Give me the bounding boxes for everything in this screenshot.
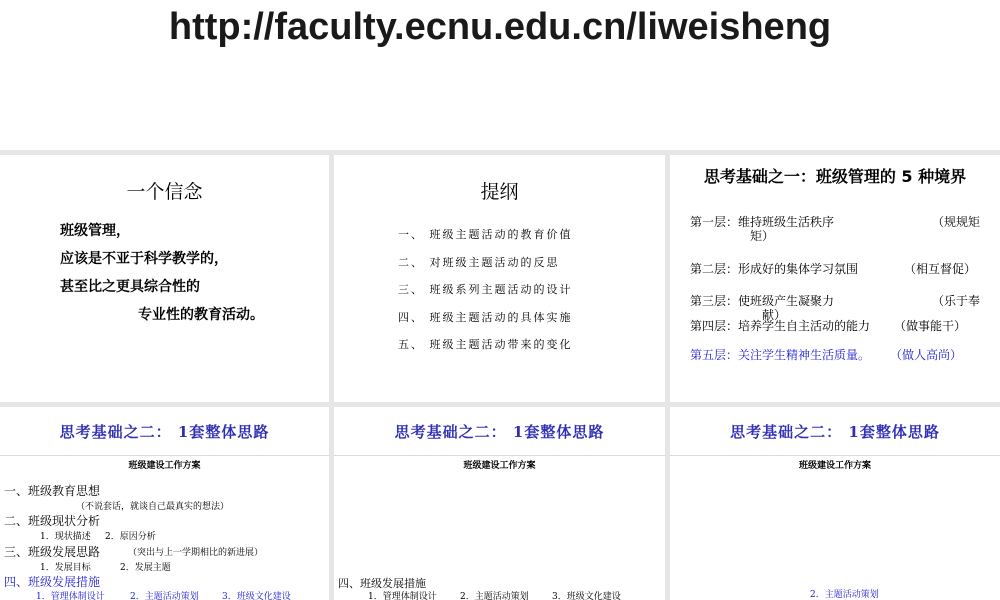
- plan-subitem: 3．班级文化建设: [222, 592, 291, 600]
- realm-level-text: 第三层：使班级产生凝聚力: [690, 294, 835, 308]
- realm-level-tag-cont: 矩）: [750, 229, 775, 243]
- realm-level-tag: （做人高尚）: [890, 348, 963, 362]
- plan-note: （突出与上一学期相比的新进展）: [128, 548, 264, 558]
- realm-level-tag-cont: 献）: [762, 308, 787, 322]
- belief-text: [60, 217, 264, 329]
- realm-level-tag: （乐于奉: [932, 294, 981, 308]
- plan-subitem: 2．主题活动策划: [810, 590, 879, 600]
- slide-belief[interactable]: [0, 155, 329, 402]
- divider: [0, 455, 329, 456]
- realm-level-text: 第二层：形成好的集体学习氛围: [690, 262, 859, 276]
- plan-heading: 四、班级发展措施: [338, 577, 426, 590]
- plan-subitem: 3．班级文化建设: [552, 592, 621, 600]
- realm-level-highlight: [690, 348, 990, 362]
- outline-item: 二、 对班级主题活动的反思: [398, 255, 560, 269]
- outline-item: 三、 班级系列主题活动的设计: [398, 283, 573, 296]
- page-url-title[interactable]: http://faculty.ecnu.edu.cn/liweisheng: [168, 6, 832, 48]
- plan-heading: 一、班级教育思想: [4, 484, 101, 498]
- slide-outline[interactable]: [334, 155, 665, 402]
- plan-heading: 三、班级发展思路: [4, 545, 101, 559]
- realm-level-tag: （做事能干）: [894, 319, 967, 333]
- realm-level: [690, 319, 990, 333]
- divider: [334, 455, 665, 456]
- slide-title: 思考基础之一：班级管理的 5 种境界: [703, 167, 967, 186]
- realm-level-text: 第四层：培养学生自主活动的能力: [690, 319, 871, 333]
- outline-item: 五、 班级主题活动带来的变化: [398, 338, 573, 351]
- outline-item: 一、 班级主题活动的教育价值: [398, 228, 573, 241]
- slide-title: 思考基础之二： 1套整体思路: [394, 423, 605, 441]
- belief-line: 专业性的教育活动。: [138, 307, 264, 323]
- plan-subitem: 1．现状描述: [40, 532, 91, 542]
- page-header: [0, 0, 1000, 150]
- realm-level-text: 第一层：维持班级生活秩序: [690, 215, 835, 229]
- realm-level-tag: （规规矩: [932, 215, 981, 229]
- plan-title: 班级建设工作方案: [128, 461, 201, 471]
- belief-line: 应该是不亚于科学教学的，: [60, 251, 228, 267]
- plan-subitem: 2．主题活动策划: [460, 592, 529, 600]
- slide-plan-2[interactable]: [334, 407, 665, 600]
- realm-level: [690, 215, 990, 243]
- slide-five-realms[interactable]: [670, 155, 1000, 402]
- divider: [670, 455, 1000, 456]
- plan-title: 班级建设工作方案: [463, 461, 536, 471]
- plan-subitem: 1．管理体制设计: [36, 592, 105, 600]
- outline-list: [398, 221, 573, 359]
- outline-item: 四、 班级主题活动的具体实施: [398, 310, 573, 324]
- plan-subitem: 2．发展主题: [120, 563, 171, 573]
- slide-title: 一个信念: [126, 181, 203, 203]
- belief-line: 班级管理，: [60, 223, 130, 239]
- realm-level: [690, 294, 990, 322]
- realm-level-tag: （相互督促）: [904, 262, 977, 276]
- plan-title: 班级建设工作方案: [798, 461, 871, 471]
- belief-line: 甚至比之更具综合性的: [60, 279, 200, 295]
- slide-title: 思考基础之二： 1套整体思路: [730, 423, 940, 441]
- realm-level-text: 第五层：关注学生精神生活质量。: [690, 348, 871, 362]
- slide-grid: [0, 150, 1000, 600]
- slide-plan-1[interactable]: [0, 407, 329, 600]
- plan-note: （不说套话，就谈自己最真实的想法）: [76, 502, 230, 512]
- plan-subitem: 2．原因分析: [105, 532, 156, 542]
- plan-heading: 二、班级现状分析: [4, 514, 101, 528]
- plan-heading: 四、班级发展措施: [4, 575, 101, 589]
- plan-subitem: 1．发展目标: [40, 563, 91, 573]
- plan-subitem: 2．主题活动策划: [130, 592, 199, 600]
- plan-subitem: 1．管理体制设计: [368, 592, 437, 600]
- slide-title: 思考基础之二： 1套整体思路: [59, 423, 270, 441]
- realm-level: [690, 262, 990, 276]
- slide-title: 提纲: [480, 181, 519, 203]
- slide-plan-3[interactable]: [670, 407, 1000, 600]
